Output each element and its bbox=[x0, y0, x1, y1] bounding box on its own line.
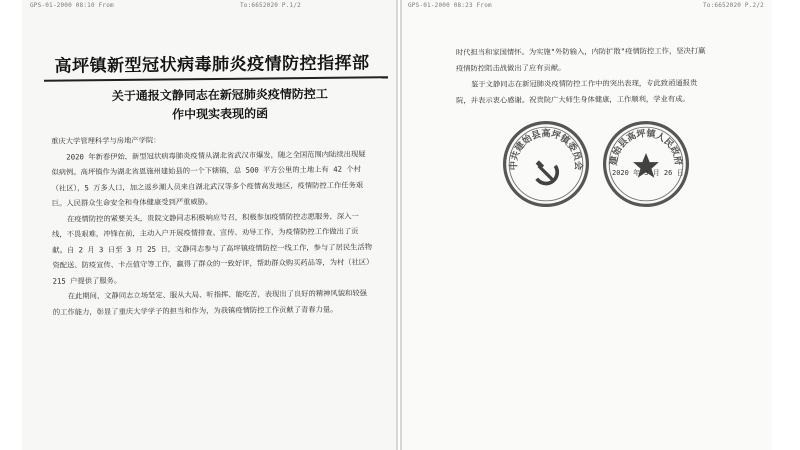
body-paragraph-3: 在此期间，文静同志立场坚定、服从大局、听指挥、能吃苦，表现出了良好的精神风貌和较强的工作能力，彰显了重庆大学学子的担当和作为，为我镇疫情防控工作贡献了青春力量。 bbox=[52, 288, 367, 317]
document-date: 2020 年 3 月 26 日 bbox=[612, 169, 684, 177]
seal-2-text: 建始县高坪镇人民政府 bbox=[608, 128, 684, 167]
title-divider bbox=[44, 76, 388, 82]
fax-stamp-left: GPS-01-2000 08:10 From bbox=[30, 2, 114, 9]
body-paragraph-2: 在疫情防控的紧要关头，贵院文静同志积极响应号召，积极参加疫情防控志愿服务，深入一线，不畏艰难，冲锋在前，主动入户开展疫情排查、宣传、劝导工作，为疫情防控工作做出了贡献。自 2 月 3 日至 3 月 25 日，文静同志参与了高坪镇疫情防控一线工作，参与了居民生活物资配送、防疫宣传、卡点值守等工作，赢得了群众的一致好评，帮助群众购买药品等，为村（社区）215 户提供了服务。 bbox=[52, 210, 373, 286]
seal-1-text: 中共建始县高坪镇委员会 bbox=[508, 128, 584, 171]
document-title: 高坪镇新型冠状病毒肺炎疫情防控指挥部 bbox=[54, 53, 370, 77]
salutation: 重庆大学管理科学与房地产学院： bbox=[51, 135, 161, 146]
document-subtitle bbox=[52, 84, 388, 126]
party-committee-seal bbox=[500, 118, 592, 210]
fax-stamp-center: To:6652020 P.1/2 bbox=[240, 2, 301, 9]
fax-header-2 bbox=[408, 2, 764, 9]
document-body-continued bbox=[456, 43, 706, 109]
fax-stamp-right-2: To:6652020 P.2/2 bbox=[703, 2, 764, 9]
document-page-2 bbox=[400, 0, 772, 450]
page-edge bbox=[396, 0, 398, 450]
body-paragraph-5: 鉴于文静同志在新冠肺炎疫情防控工作中的突出表现，专此致函通报贵院，并表示衷心感谢。祝贵院广大师生身体健康，工作顺利，学业有成。 bbox=[456, 78, 698, 105]
subtitle-line-1: 关于通报文静同志在新冠肺炎疫情防控工 bbox=[111, 86, 328, 104]
document-body bbox=[51, 130, 373, 319]
document-page-1 bbox=[22, 0, 398, 450]
fax-stamp-right: GPS-01-2000 08:23 From bbox=[408, 2, 492, 9]
party-emblem-icon bbox=[536, 160, 558, 183]
body-paragraph-1: 2020 年新春伊始，新型冠状病毒肺炎疫情从湖北省武汉市爆发，随之全国范围内陆续出现疑似病例。高坪镇作为湖北省恩施州建始县的一个下辖镇，总 500 平方公里的土地上有 42 个村（社区），5 万多人口，加之返乡潮人员来自湖北武汉等多个疫情高发地区，疫情防控工作任务艰巨。人民群众生命安全和身体健康受到严重威胁。 bbox=[51, 148, 366, 208]
subtitle-line-2: 作中现实表现的函 bbox=[172, 106, 269, 122]
government-seal bbox=[600, 118, 692, 210]
body-paragraph-4: 时代担当和家国情怀。为实施"外防输入，内防扩散"疫情防控工作，坚决打赢疫情防控阻击战做出了应有贡献。 bbox=[455, 46, 706, 73]
page-edge-2 bbox=[400, 0, 402, 450]
fax-header bbox=[30, 2, 390, 9]
